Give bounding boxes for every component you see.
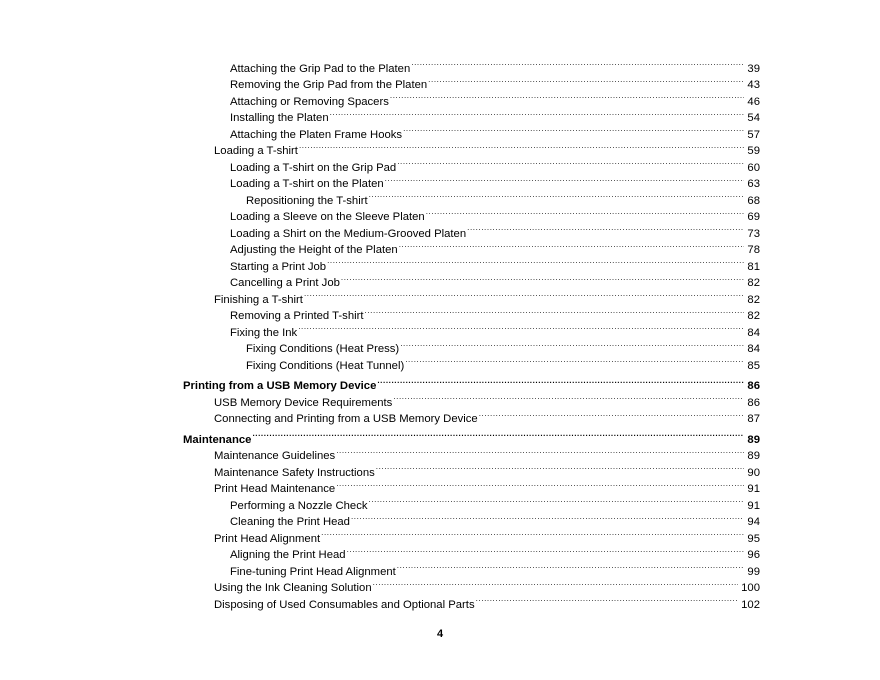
toc-entry-page: 60 bbox=[747, 161, 760, 174]
toc-entry[interactable] bbox=[230, 121, 760, 141]
dot-leader bbox=[369, 187, 745, 204]
toc-entry[interactable] bbox=[214, 286, 760, 306]
dot-leader bbox=[336, 476, 744, 493]
toc-entry-page: 69 bbox=[747, 211, 760, 223]
dot-leader bbox=[376, 459, 745, 476]
dot-leader bbox=[479, 406, 745, 423]
dot-leader bbox=[411, 55, 744, 72]
dot-leader bbox=[397, 558, 745, 575]
dot-leader bbox=[405, 352, 744, 369]
toc-entry-page: 68 bbox=[747, 194, 760, 207]
toc-entry-page: 89 bbox=[747, 450, 760, 462]
dot-leader bbox=[476, 591, 739, 608]
toc-entry-page: 43 bbox=[747, 79, 760, 91]
toc-entry[interactable] bbox=[214, 389, 760, 409]
toc-entry-title: Loading a Sleeve on the Sleeve Platen bbox=[230, 211, 425, 223]
toc-entry-page: 91 bbox=[747, 499, 760, 512]
toc-entry-title: Removing the Grip Pad from the Platen bbox=[230, 79, 428, 91]
toc-entry-page: 96 bbox=[747, 549, 760, 561]
dot-leader bbox=[385, 171, 745, 188]
toc-entry[interactable] bbox=[230, 237, 760, 254]
dot-leader bbox=[467, 220, 744, 237]
table-of-contents bbox=[0, 55, 880, 611]
toc-entry-title: Loading a T-shirt on the Platen bbox=[230, 178, 384, 190]
dot-leader bbox=[351, 509, 744, 526]
dot-leader bbox=[341, 270, 745, 287]
toc-entry-page: 84 bbox=[747, 343, 760, 355]
toc-entry[interactable] bbox=[230, 558, 760, 578]
dot-leader bbox=[428, 72, 744, 89]
toc-entry[interactable] bbox=[214, 459, 760, 479]
toc-entry-title: Fine-tuning Print Head Alignment bbox=[230, 565, 396, 578]
dot-leader bbox=[347, 542, 745, 559]
toc-entry-page: 86 bbox=[747, 380, 760, 392]
toc-entry[interactable] bbox=[230, 220, 760, 240]
toc-entry[interactable] bbox=[246, 336, 760, 353]
toc-entry-page: 59 bbox=[747, 145, 760, 157]
toc-entry-page: 84 bbox=[747, 326, 760, 339]
toc-entry-page: 86 bbox=[747, 396, 760, 409]
toc-entry-page: 78 bbox=[747, 244, 760, 256]
toc-entry-title: Maintenance Safety Instructions bbox=[214, 466, 375, 479]
toc-entry[interactable] bbox=[230, 154, 760, 174]
toc-entry-title: Finishing a T-shirt bbox=[214, 293, 303, 306]
toc-entry-title: Performing a Nozzle Check bbox=[230, 499, 368, 512]
dot-leader bbox=[336, 443, 744, 460]
toc-entry-title: Aligning the Print Head bbox=[230, 549, 346, 561]
toc-entry-title: Loading a T-shirt bbox=[214, 145, 298, 157]
toc-entry[interactable] bbox=[230, 319, 760, 339]
dot-leader bbox=[369, 492, 745, 509]
toc-entry[interactable] bbox=[214, 406, 760, 423]
toc-entry-title: Starting a Print Job bbox=[230, 260, 327, 273]
toc-entry[interactable] bbox=[230, 171, 760, 188]
toc-entry[interactable] bbox=[230, 204, 760, 221]
toc-entry-title: Adjusting the Height of the Platen bbox=[230, 244, 398, 256]
toc-entry[interactable] bbox=[230, 253, 760, 273]
toc-entry-page: 54 bbox=[747, 112, 760, 124]
dot-leader bbox=[330, 105, 745, 122]
toc-entry-title: Cancelling a Print Job bbox=[230, 277, 340, 289]
toc-entry[interactable] bbox=[230, 509, 760, 526]
toc-entry-title: Maintenance Guidelines bbox=[214, 450, 336, 462]
toc-entry-title: Loading a Shirt on the Medium-Grooved Platen bbox=[230, 227, 467, 240]
toc-entry[interactable] bbox=[230, 72, 760, 89]
toc-entry-title: Repositioning the T-shirt bbox=[246, 194, 368, 207]
toc-entry-page: 102 bbox=[741, 598, 760, 611]
toc-entry[interactable] bbox=[183, 426, 760, 446]
toc-entry[interactable] bbox=[214, 525, 760, 545]
dot-leader bbox=[304, 286, 744, 303]
toc-entry-title: Fixing Conditions (Heat Press) bbox=[246, 343, 400, 355]
toc-entry-title: Print Head Alignment bbox=[214, 532, 321, 545]
toc-entry[interactable] bbox=[183, 373, 760, 390]
toc-entry-page: 63 bbox=[747, 178, 760, 190]
toc-entry-page: 82 bbox=[747, 310, 760, 322]
toc-entry[interactable] bbox=[230, 55, 760, 75]
toc-entry-title: Maintenance bbox=[183, 433, 252, 446]
dot-leader bbox=[390, 88, 745, 105]
toc-entry[interactable] bbox=[214, 443, 760, 460]
toc-entry-title: Attaching the Grip Pad to the Platen bbox=[230, 62, 411, 75]
toc-entry-page: 82 bbox=[747, 293, 760, 306]
toc-entry-title: Print Head Maintenance bbox=[214, 483, 336, 495]
toc-entry-page: 85 bbox=[747, 359, 760, 372]
dot-leader bbox=[400, 336, 744, 353]
toc-entry[interactable] bbox=[214, 138, 760, 155]
dot-leader bbox=[377, 373, 744, 390]
dot-leader bbox=[393, 389, 744, 406]
toc-entry-page: 39 bbox=[747, 62, 760, 75]
toc-entry-title: Fixing the Ink bbox=[230, 326, 298, 339]
toc-entry-page: 82 bbox=[747, 277, 760, 289]
toc-entry-title: Loading a T-shirt on the Grip Pad bbox=[230, 161, 397, 174]
dot-leader bbox=[403, 121, 744, 138]
dot-leader bbox=[252, 426, 744, 443]
toc-entry-title: Fixing Conditions (Heat Tunnel) bbox=[246, 359, 405, 372]
toc-entry[interactable] bbox=[214, 476, 760, 493]
toc-entry-title: Attaching or Removing Spacers bbox=[230, 95, 389, 108]
toc-entry[interactable] bbox=[246, 352, 760, 372]
toc-entry-title: Using the Ink Cleaning Solution bbox=[214, 582, 372, 594]
toc-entry-page: 100 bbox=[741, 582, 760, 594]
dot-leader bbox=[373, 575, 739, 592]
toc-entry-page: 90 bbox=[747, 466, 760, 479]
toc-entry-title: Installing the Platen bbox=[230, 112, 329, 124]
toc-entry-title: Printing from a USB Memory Device bbox=[183, 380, 377, 392]
toc-entry[interactable] bbox=[214, 575, 760, 592]
dot-leader bbox=[426, 204, 745, 221]
dot-leader bbox=[298, 319, 744, 336]
toc-entry[interactable] bbox=[230, 105, 760, 122]
toc-entry-title: USB Memory Device Requirements bbox=[214, 396, 393, 409]
toc-entry[interactable] bbox=[246, 187, 760, 207]
toc-entry-page: 89 bbox=[747, 433, 760, 446]
toc-entry-title: Cleaning the Print Head bbox=[230, 516, 350, 528]
toc-entry-title: Connecting and Printing from a USB Memory Device bbox=[214, 413, 478, 425]
toc-entry-page: 99 bbox=[747, 565, 760, 578]
dot-leader bbox=[397, 154, 744, 171]
dot-leader bbox=[365, 303, 745, 320]
toc-entry-page: 57 bbox=[747, 128, 760, 141]
toc-entry-page: 81 bbox=[747, 260, 760, 273]
toc-entry[interactable] bbox=[214, 591, 760, 611]
toc-entry[interactable] bbox=[230, 303, 760, 320]
toc-entry-title: Disposing of Used Consumables and Optional Parts bbox=[214, 598, 475, 611]
toc-entry[interactable] bbox=[230, 270, 760, 287]
dot-leader bbox=[299, 138, 744, 155]
toc-entry-page: 95 bbox=[747, 532, 760, 545]
toc-entry-title: Attaching the Platen Frame Hooks bbox=[230, 128, 403, 141]
toc-entry-title: Removing a Printed T-shirt bbox=[230, 310, 364, 322]
toc-entry[interactable] bbox=[230, 492, 760, 512]
toc-entry[interactable] bbox=[230, 542, 760, 559]
dot-leader bbox=[399, 237, 745, 254]
toc-entry-page: 91 bbox=[747, 483, 760, 495]
toc-entry-page: 87 bbox=[747, 413, 760, 425]
toc-entry-page: 73 bbox=[747, 227, 760, 240]
toc-entry[interactable] bbox=[230, 88, 760, 108]
toc-entry-page: 94 bbox=[747, 516, 760, 528]
toc-entry-page: 46 bbox=[747, 95, 760, 108]
page-number: 4 bbox=[436, 628, 444, 640]
dot-leader bbox=[327, 253, 744, 270]
dot-leader bbox=[321, 525, 744, 542]
